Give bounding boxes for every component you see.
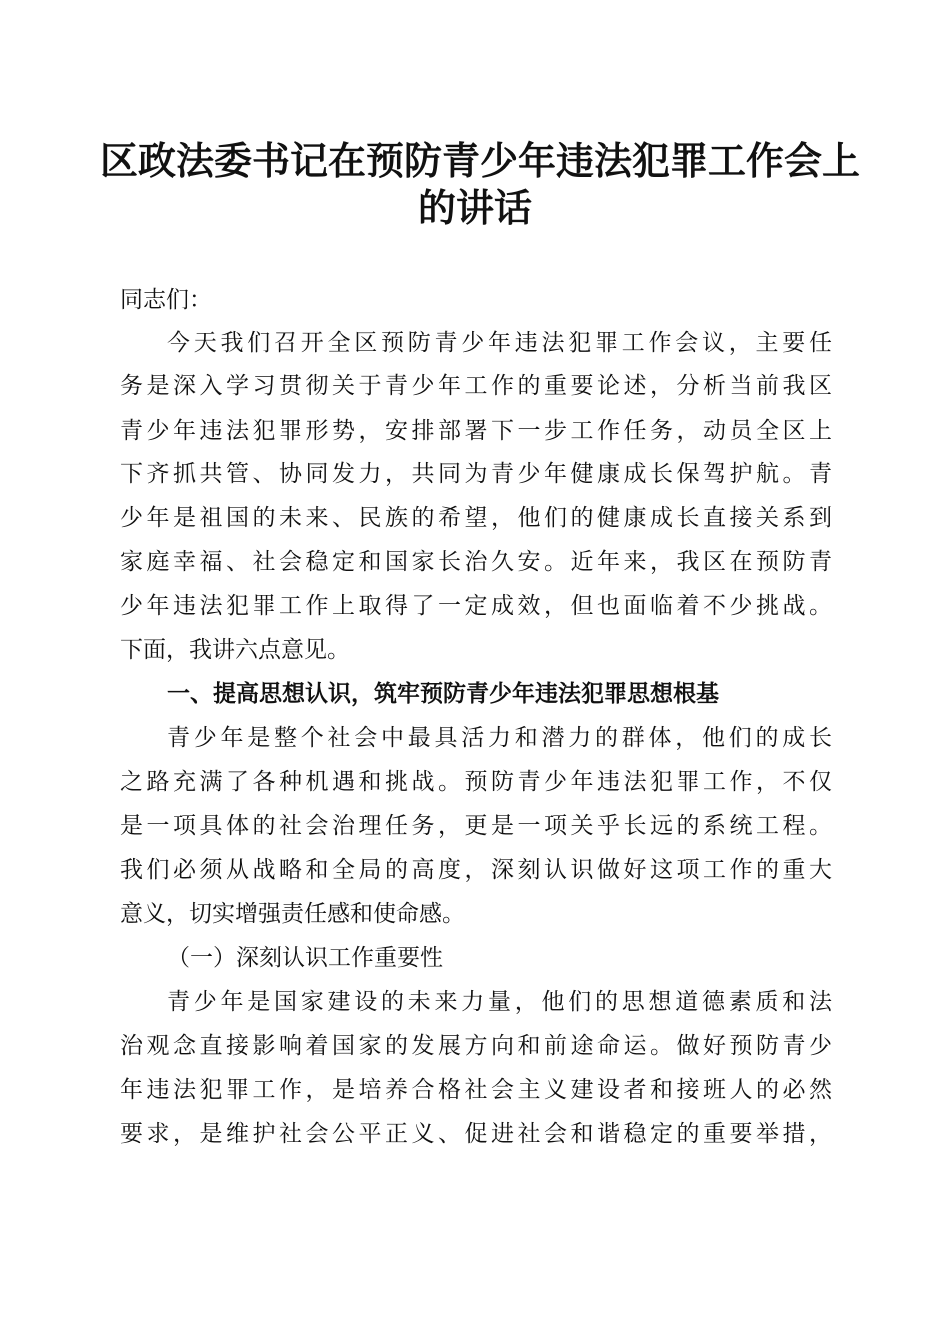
paragraph-3-line: 治观念直接影响着国家的发展方向和前途命运。做好预防青少 <box>120 1033 832 1059</box>
section-heading-1: 一、提高思想认识，筑牢预防青少年违法犯罪思想根基 <box>167 681 719 707</box>
document-title-line-1: 区政法委书记在预防青少年违法犯罪工作会上 <box>100 138 861 183</box>
paragraph-1-line: 少年违法犯罪工作上取得了一定成效，但也面临着不少挑战。 <box>120 593 832 619</box>
paragraph-1-line: 家庭幸福、社会稳定和国家长治久安。近年来，我区在预防青 <box>120 549 832 575</box>
paragraph-1-line: 今天我们召开全区预防青少年违法犯罪工作会议，主要任 <box>167 330 832 356</box>
paragraph-2-line: 是一项具体的社会治理任务，更是一项关乎长远的系统工程。 <box>120 813 832 839</box>
paragraph-3-line: 青少年是国家建设的未来力量，他们的思想道德素质和法 <box>167 989 832 1015</box>
paragraph-1-line: 务是深入学习贯彻关于青少年工作的重要论述，分析当前我区 <box>120 373 832 399</box>
paragraph-1-line: 青少年违法犯罪形势，安排部署下一步工作任务，动员全区上 <box>120 418 832 444</box>
document-title-line-2: 的讲话 <box>417 185 532 230</box>
subsection-heading-1: （一）深刻认识工作重要性 <box>167 945 443 971</box>
paragraph-3-line: 年违法犯罪工作，是培养合格社会主义建设者和接班人的必然 <box>120 1077 832 1103</box>
paragraph-2-line: 意义，切实增强责任感和使命感。 <box>120 901 465 927</box>
paragraph-1-line: 下面，我讲六点意见。 <box>120 637 350 663</box>
paragraph-2-line: 我们必须从战略和全局的高度，深刻认识做好这项工作的重大 <box>120 857 832 883</box>
paragraph-2-line: 青少年是整个社会中最具活力和潜力的群体，他们的成长 <box>167 725 832 751</box>
salutation: 同志们： <box>120 287 212 313</box>
paragraph-3-line: 要求，是维护社会公平正义、促进社会和谐稳定的重要举措， <box>120 1121 832 1147</box>
paragraph-1-line: 下齐抓共管、协同发力，共同为青少年健康成长保驾护航。青 <box>120 461 832 487</box>
paragraph-2-line: 之路充满了各种机遇和挑战。预防青少年违法犯罪工作，不仅 <box>120 769 832 795</box>
paragraph-1-line: 少年是祖国的未来、民族的希望，他们的健康成长直接关系到 <box>120 505 832 531</box>
